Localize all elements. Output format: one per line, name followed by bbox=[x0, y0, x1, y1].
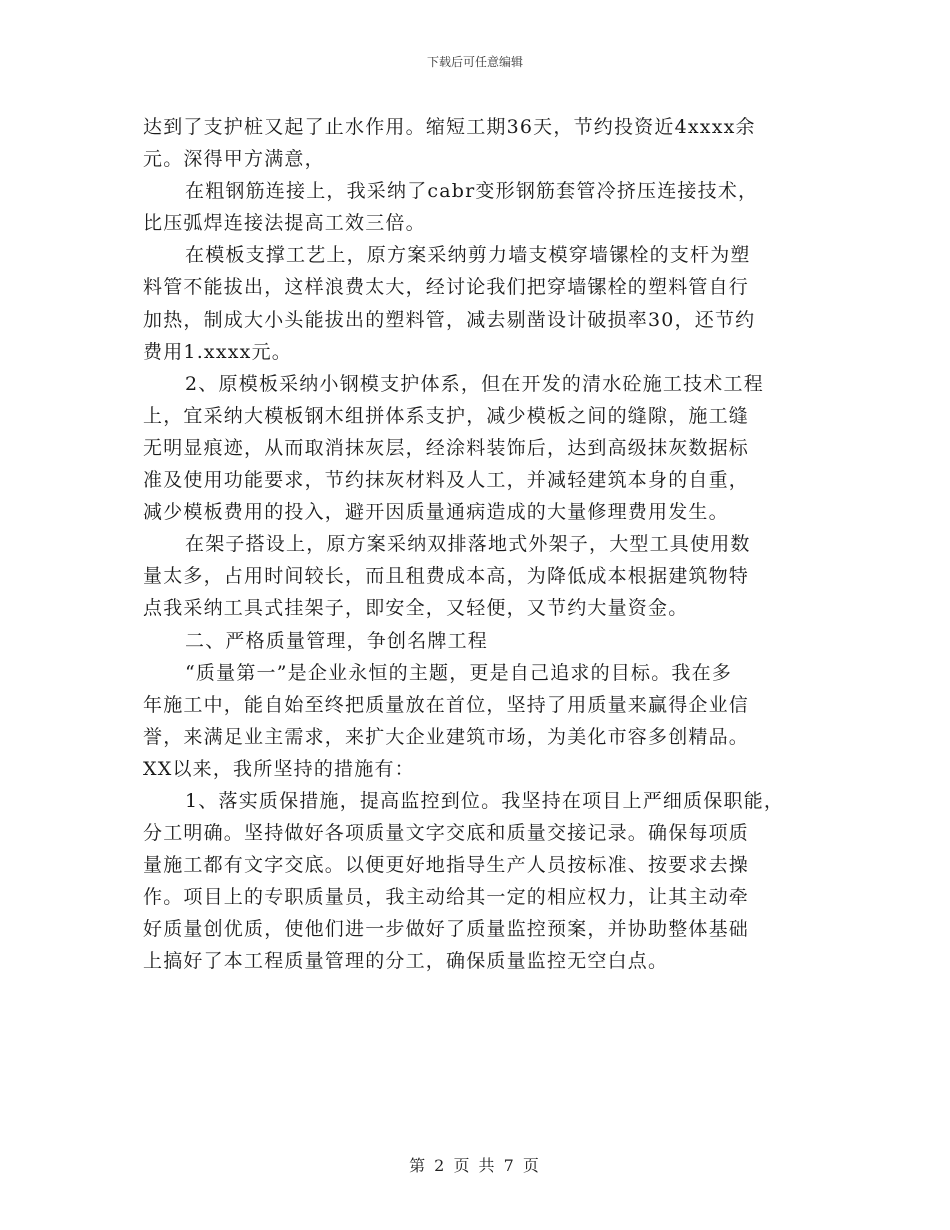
text-line: 量施工都有文字交底。以便更好地指导生产人员按标准、按要求去操 bbox=[143, 854, 750, 877]
text-line: 减少模板费用的投入，避开因质量通病造成的大量修理费用发生。 bbox=[143, 501, 729, 524]
text-line: 元。深得甲方满意， bbox=[143, 148, 325, 171]
text-line: 在模板支撑工艺上，原方案采纳剪力墙支模穿墙镙栓的支杆为塑 bbox=[185, 244, 751, 267]
text-line: 2、原模板采纳小钢模支护体系，但在开发的清水砼施工技术工程 bbox=[185, 372, 764, 395]
text-line: 上搞好了本工程质量管理的分工，确保质量监控无空白点。 bbox=[143, 950, 669, 973]
text-line: 料管不能拔出，这样浪费太大，经讨论我们把穿墙镙栓的塑料管自行 bbox=[143, 276, 750, 299]
text-line: 作。项目上的专职质量员，我主动给其一定的相应权力，让其主动牵 bbox=[143, 886, 750, 909]
text-line: 比压弧焊连接法提高工效三倍。 bbox=[143, 212, 426, 235]
page-number: 第 2 页 共 7 页 bbox=[409, 1156, 541, 1175]
text-line: “质量第一”是企业永恒的主题，更是自己追求的目标。我在多 bbox=[185, 661, 733, 684]
text-line: 誉，来满足业主需求，来扩大企业建筑市场，为美化市容多创精品。 bbox=[143, 725, 750, 748]
text-line: 好质量创优质，使他们进一步做好了质量监控预案，并协助整体基础 bbox=[143, 918, 750, 941]
text-line: 达到了支护桩又起了止水作用。缩短工期36天，节约投资近4xxxx余 bbox=[143, 116, 756, 138]
text-line: 点我采纳工具式挂架子，即安全，又轻便，又节约大量资金。 bbox=[143, 597, 689, 620]
text-line: 年施工中，能自始至终把质量放在首位，坚持了用质量来赢得企业信 bbox=[143, 693, 750, 716]
text-line: 在架子搭设上，原方案采纳双排落地式外架子，大型工具使用数 bbox=[185, 533, 751, 556]
text-line: 分工明确。坚持做好各项质量文字交底和质量交接记录。确保每项质 bbox=[143, 822, 750, 845]
text-line: 加热，制成大小头能拔出的塑料管，减去剔凿设计破损率30，还节约 bbox=[143, 308, 756, 331]
text-line: XX以来，我所坚持的措施有： bbox=[143, 757, 415, 780]
text-line: 准及使用功能要求，节约抹灰材料及人工，并减轻建筑本身的自重， bbox=[143, 469, 750, 492]
page-header: 下载后可任意编辑 bbox=[426, 55, 523, 69]
text-line: 量太多，占用时间较长，而且租费成本高，为降低成本根据建筑物特 bbox=[143, 565, 750, 588]
text-line: 在粗钢筋连接上，我采纳了cabr变形钢筋套管冷挤压连接技术， bbox=[185, 180, 759, 203]
text-line: 1、落实质保措施，提高监控到位。我坚持在项目上严细质保职能， bbox=[185, 789, 785, 812]
section-heading: 二、严格质量管理，争创名牌工程 bbox=[185, 629, 489, 652]
text-line: 费用1.xxxx元。 bbox=[143, 340, 292, 363]
document-body bbox=[143, 111, 833, 978]
text-line: 无明显痕迹，从而取消抹灰层，经涂料装饰后，达到高级抹灰数据标 bbox=[143, 436, 750, 459]
text-line: 上，宜采纳大模板钢木组拼体系支护，减少模板之间的缝隙，施工缝 bbox=[143, 404, 750, 427]
